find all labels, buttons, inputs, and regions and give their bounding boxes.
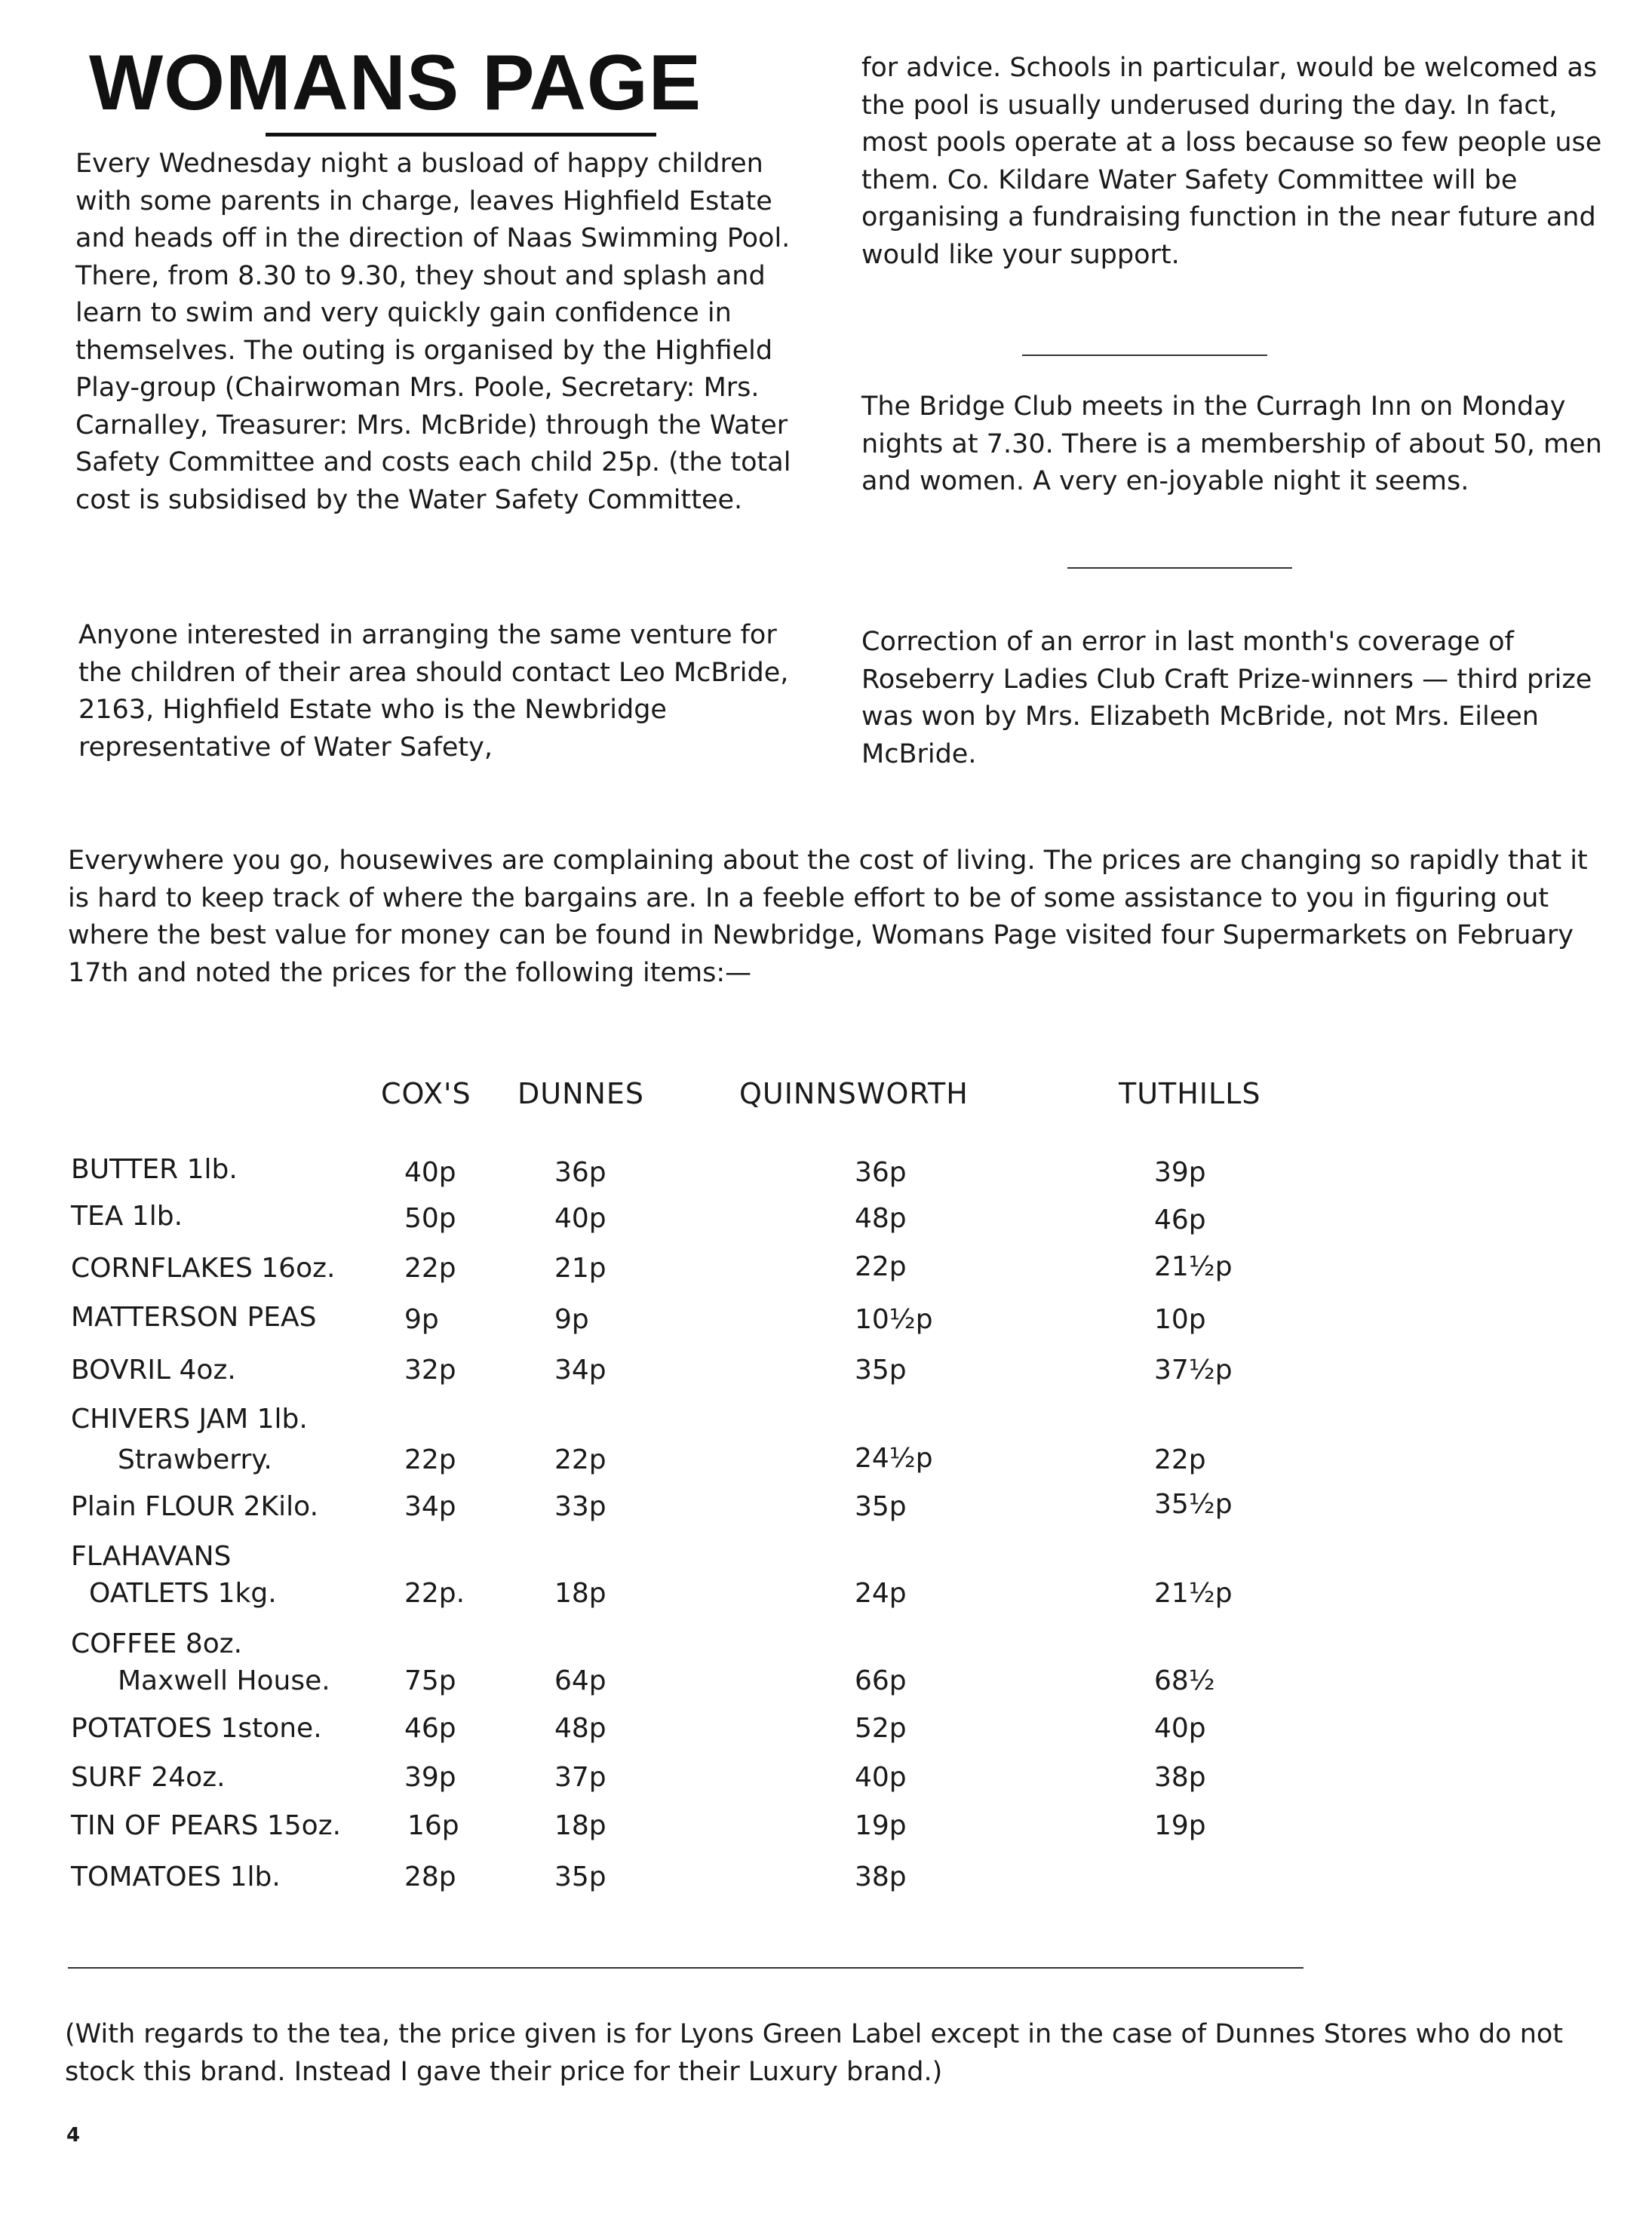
price-quinnsworth: 24½p <box>855 1443 933 1474</box>
paragraph-text: Anyone interested in arranging the same venture for the children of their area should contact Leo McBride, 2163, Highfield Estate who is the Newbridge representative of Water Safety, <box>78 620 789 763</box>
price-cox: 39p <box>404 1762 456 1793</box>
price-dunnes: 37p <box>554 1762 606 1793</box>
price-quinnsworth: 40p <box>855 1762 907 1793</box>
title-underline <box>266 133 656 137</box>
item-name: TIN OF PEARS 15oz. <box>71 1810 342 1841</box>
price-tuthills: 19p <box>1154 1810 1206 1841</box>
right-column-paragraph-1 <box>861 50 1616 274</box>
price-quinnsworth: 52p <box>855 1713 907 1744</box>
paragraph-text: Correction of an error in last month's coverage of Roseberry Ladies Club Craft Prize-winners — third prize was won by Mrs. Elizabeth McBride, not Mrs. Eileen McBride. <box>861 627 1592 769</box>
price-cox: 50p <box>404 1203 456 1234</box>
paragraph-text: Every Wednesday night a busload of happy children with some parents in charge, leaves Highfield Estate and heads off in the direction of Naas Swimming Pool. There, from 8.30 to 9.30, they shout and splash and learn to swim and very quickly gain confidence in themselves. The outing is organised by the Highfield Play-group (Chairwoman Mrs. Poole, Secretary: Mrs. Carnalley, Treasurer: Mrs. McBride) through the Water Safety Committee and costs each child 25p. (the total cost is subsidised by the Water Safety Committee. <box>75 149 791 515</box>
price-quinnsworth: 66p <box>855 1665 907 1696</box>
price-dunnes: 48p <box>554 1713 606 1744</box>
price-cox: 40p <box>404 1157 456 1188</box>
section-divider <box>1067 567 1292 569</box>
price-tuthills: 35½p <box>1154 1489 1233 1520</box>
price-cox: 16p <box>407 1810 459 1841</box>
price-quinnsworth: 38p <box>855 1862 907 1892</box>
price-dunnes: 64p <box>554 1665 606 1696</box>
price-dunnes: 22p <box>554 1444 606 1475</box>
price-cox: 34p <box>404 1491 456 1522</box>
item-name: BUTTER 1lb. <box>71 1154 238 1185</box>
column-header-dunnes: DUNNES <box>517 1077 645 1110</box>
price-quinnsworth: 35p <box>855 1491 907 1522</box>
footnote-divider <box>68 1967 1303 1969</box>
price-dunnes: 35p <box>554 1862 606 1892</box>
column-header-quinnsworth: QUINNSWORTH <box>739 1077 969 1110</box>
price-cox: 22p. <box>404 1578 465 1609</box>
price-cox: 22p <box>404 1253 456 1284</box>
price-quinnsworth: 48p <box>855 1203 907 1234</box>
page-title: WOMANS PAGE <box>89 39 702 127</box>
item-name: BOVRIL 4oz. <box>71 1355 236 1386</box>
item-name: TOMATOES 1lb. <box>71 1862 281 1892</box>
item-name: CHIVERS JAM 1lb. <box>71 1404 308 1435</box>
price-dunnes: 18p <box>554 1810 606 1841</box>
price-dunnes: 9p <box>554 1304 589 1335</box>
price-dunnes: 40p <box>554 1203 606 1234</box>
price-tuthills: 40p <box>1154 1713 1206 1744</box>
price-quinnsworth: 24p <box>855 1578 907 1609</box>
item-subname: OATLETS 1kg. <box>89 1578 277 1609</box>
page-number: 4 <box>66 2124 81 2147</box>
item-name: Plain FLOUR 2Kilo. <box>71 1491 319 1522</box>
right-column-paragraph-3 <box>861 624 1616 773</box>
price-quinnsworth: 35p <box>855 1355 907 1386</box>
price-tuthills: 21½p <box>1154 1578 1233 1609</box>
item-name: TEA 1lb. <box>71 1201 183 1232</box>
price-cox: 32p <box>404 1355 456 1386</box>
footnote: (With regards to the tea, the price given is for Lyons Green Label except in the case of Dunnes Stores who do not stock this brand. Instead I gave their price for their Luxury brand.) <box>65 2019 1564 2087</box>
price-tuthills: 37½p <box>1154 1355 1233 1386</box>
price-tuthills: 39p <box>1154 1157 1206 1188</box>
price-cox: 28p <box>404 1862 456 1892</box>
price-dunnes: 33p <box>554 1491 606 1522</box>
left-column-paragraph-1 <box>75 146 822 519</box>
price-tuthills: 10p <box>1154 1304 1206 1335</box>
item-name: SURF 24oz. <box>71 1762 226 1793</box>
price-quinnsworth: 10½p <box>855 1304 933 1335</box>
item-name: MATTERSON PEAS <box>71 1302 317 1333</box>
section-divider <box>1022 354 1267 356</box>
column-header-tuthills: TUTHILLS <box>1119 1077 1261 1110</box>
price-dunnes: 36p <box>554 1157 606 1188</box>
column-header-cox: COX'S <box>381 1077 471 1110</box>
right-column-paragraph-2 <box>861 388 1616 501</box>
price-tuthills: 68½ <box>1154 1665 1215 1696</box>
price-cox: 9p <box>404 1304 439 1335</box>
price-dunnes: 34p <box>554 1355 606 1386</box>
paragraph-text: The Bridge Club meets in the Curragh Inn on Monday nights at 7.30. There is a membership of about 50, men and women. A very en-joyable night it seems. <box>861 391 1602 496</box>
item-subname: Maxwell House. <box>118 1665 330 1696</box>
price-dunnes: 18p <box>554 1578 606 1609</box>
item-name: CORNFLAKES 16oz. <box>71 1253 336 1284</box>
price-tuthills: 22p <box>1154 1444 1206 1475</box>
item-name: POTATOES 1stone. <box>71 1713 322 1744</box>
price-cox: 46p <box>404 1713 456 1744</box>
price-quinnsworth: 22p <box>855 1251 907 1282</box>
price-survey-intro: Everywhere you go, housewives are complaining about the cost of living. The prices are changing so rapidly that it is hard to keep track of where the bargains are. In a feeble effort to be of some assistance to you in figuring out where the best value for money can be found in Newbridge, Womans Page visited four Supermarkets on February 17th and noted the prices for the following items:— <box>68 846 1588 988</box>
left-column-paragraph-2 <box>78 617 825 766</box>
price-dunnes: 21p <box>554 1253 606 1284</box>
price-tuthills: 38p <box>1154 1762 1206 1793</box>
item-name: COFFEE 8oz. <box>71 1628 243 1659</box>
price-tuthills: 46p <box>1154 1205 1206 1235</box>
price-tuthills: 21½p <box>1154 1251 1233 1282</box>
price-cox: 22p <box>404 1444 456 1475</box>
price-quinnsworth: 19p <box>855 1810 907 1841</box>
paragraph-text: for advice. Schools in particular, would be welcomed as the pool is usually underused during the day. In fact, most pools operate at a loss because so few people use them. Co. Kildare Water Safety Committee will be organising a fundraising function in the near future and would like your support. <box>861 53 1602 270</box>
item-name: FLAHAVANS <box>71 1541 232 1572</box>
price-cox: 75p <box>404 1665 456 1696</box>
price-quinnsworth: 36p <box>855 1157 907 1188</box>
item-subname: Strawberry. <box>118 1444 272 1475</box>
